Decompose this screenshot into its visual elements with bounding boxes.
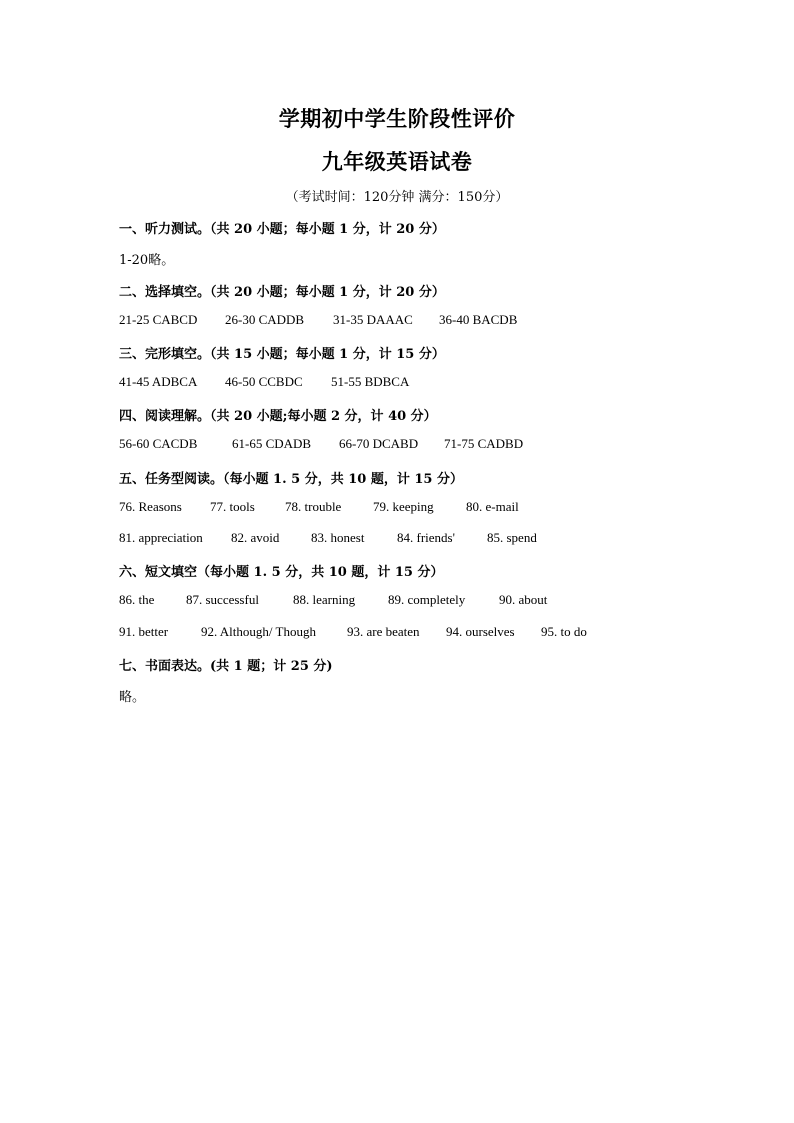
answer-group: 56-60 CACDB (119, 436, 198, 451)
answer-group: 21-25 CABCD (119, 312, 198, 327)
answer-item: 77. tools (210, 499, 255, 514)
answer-item: 88. learning (293, 592, 356, 607)
section-heading-reading: 四、阅读理解。（共 20 小题;每小题 2 分，计 40 分） (119, 409, 437, 424)
answer-item: 79. keeping (373, 499, 434, 514)
section-heading-cloze: 三、完形填空。（共 15 小题；每小题 1 分，计 15 分） (119, 347, 445, 362)
answer-item: 76. Reasons (119, 499, 182, 514)
answer-item: 85. spend (487, 530, 537, 545)
answer-group: 26-30 CADDB (225, 312, 305, 327)
answer-group: 36-40 BACDB (439, 312, 518, 327)
section-heading-choice: 二、选择填空。（共 20 小题；每小题 1 分，计 20 分） (119, 285, 445, 300)
answer-item: 86. the (119, 592, 155, 607)
answer-item: 89. completely (388, 592, 466, 607)
answer-group: 61-65 CDADB (232, 436, 312, 451)
answer-item: 92. Although/ Though (201, 624, 316, 639)
section-heading-passage-fill: 六、短文填空（每小题 1. 5 分，共 10 题，计 15 分） (119, 565, 444, 580)
exam-subject-title: 九年级英语试卷 (321, 149, 473, 174)
section-heading-listening: 一、听力测试。（共 20 小题；每小题 1 分，计 20 分） (119, 222, 445, 237)
section-heading-writing: 七、书面表达。(共 1 题；计 25 分) (119, 659, 333, 674)
answer-group: 41-45 ADBCA (119, 374, 198, 389)
exam-info: （考试时间：120分钟 满分：150分） (285, 190, 509, 205)
answer-group: 51-55 BDBCA (331, 374, 410, 389)
answer-item: 94. ourselves (446, 624, 515, 639)
answer-group: 66-70 DCABD (339, 436, 419, 451)
answer-item: 91. better (119, 624, 169, 639)
answer-item: 90. about (499, 592, 548, 607)
answer-item: 83. honest (311, 530, 365, 545)
answer-item: 81. appreciation (119, 530, 203, 545)
answer-group: 46-50 CCBDC (225, 374, 303, 389)
answer-item: 93. are beaten (347, 624, 420, 639)
section-note-writing: 略。 (119, 690, 146, 705)
section-heading-task-reading: 五、任务型阅读。（每小题 1. 5 分，共 10 题，计 15 分） (119, 472, 463, 487)
answer-item: 95. to do (541, 624, 587, 639)
section-note-listening: 1-20略。 (119, 253, 175, 268)
answer-group: 71-75 CADBD (444, 436, 524, 451)
answer-item: 78. trouble (285, 499, 342, 514)
answer-item: 82. avoid (231, 530, 280, 545)
answer-item: 80. e-mail (466, 499, 519, 514)
answer-group: 31-35 DAAAC (333, 312, 413, 327)
page-title: 学期初中学生阶段性评价 (278, 106, 516, 131)
answer-item: 84. friends' (397, 530, 455, 545)
answer-item: 87. successful (186, 592, 259, 607)
